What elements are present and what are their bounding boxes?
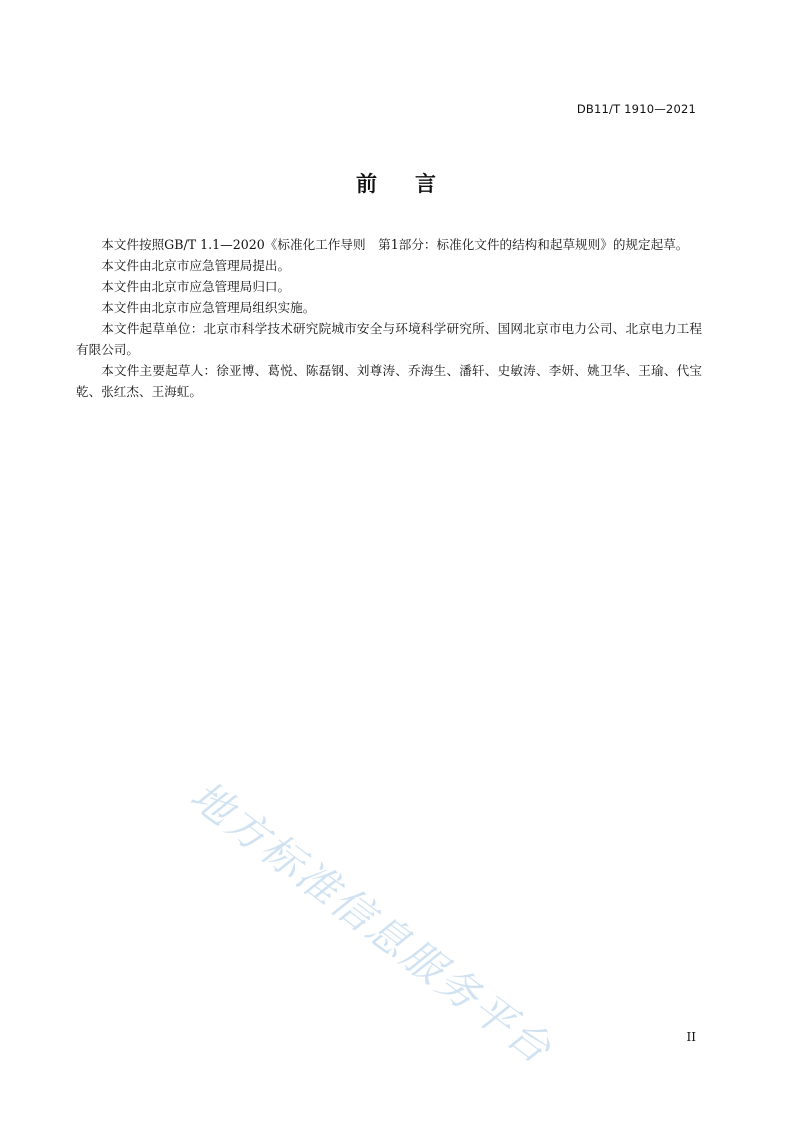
paragraph-implemented-by: 本文件由北京市应急管理局组织实施。 (101, 300, 316, 315)
paragraph-drafting-units: 本文件起草单位：北京市科学技术研究院城市安全与环境科学研究所、国网北京市电力公司、北京电力工程有限公司。 (76, 321, 702, 357)
paragraph-centralized-by: 本文件由北京市应急管理局归口。 (101, 279, 291, 294)
foreword-body (76, 234, 702, 402)
title-char-2: 言 (415, 172, 436, 196)
paragraph-main-drafters: 本文件主要起草人：徐亚博、葛悦、陈磊钢、刘尊涛、乔海生、潘轩、史敏涛、李妍、姚卫华、王瑜、代宝乾、张红杰、王海虹。 (76, 363, 702, 399)
title-char-1: 前 (356, 172, 377, 196)
paragraph-proposed-by: 本文件由北京市应急管理局提出。 (101, 258, 291, 273)
document-code: DB11/T 1910—2021 (576, 102, 696, 116)
page-number: II (686, 1030, 696, 1044)
paragraph-drafting-rules: 本文件按照GB/T 1.1—2020《标准化工作导则 第1部分：标准化文件的结构和起草规则》的规定起草。 (101, 237, 689, 252)
page-title (0, 168, 792, 198)
watermark: 地方标准信息服务平台 (181, 771, 562, 1075)
